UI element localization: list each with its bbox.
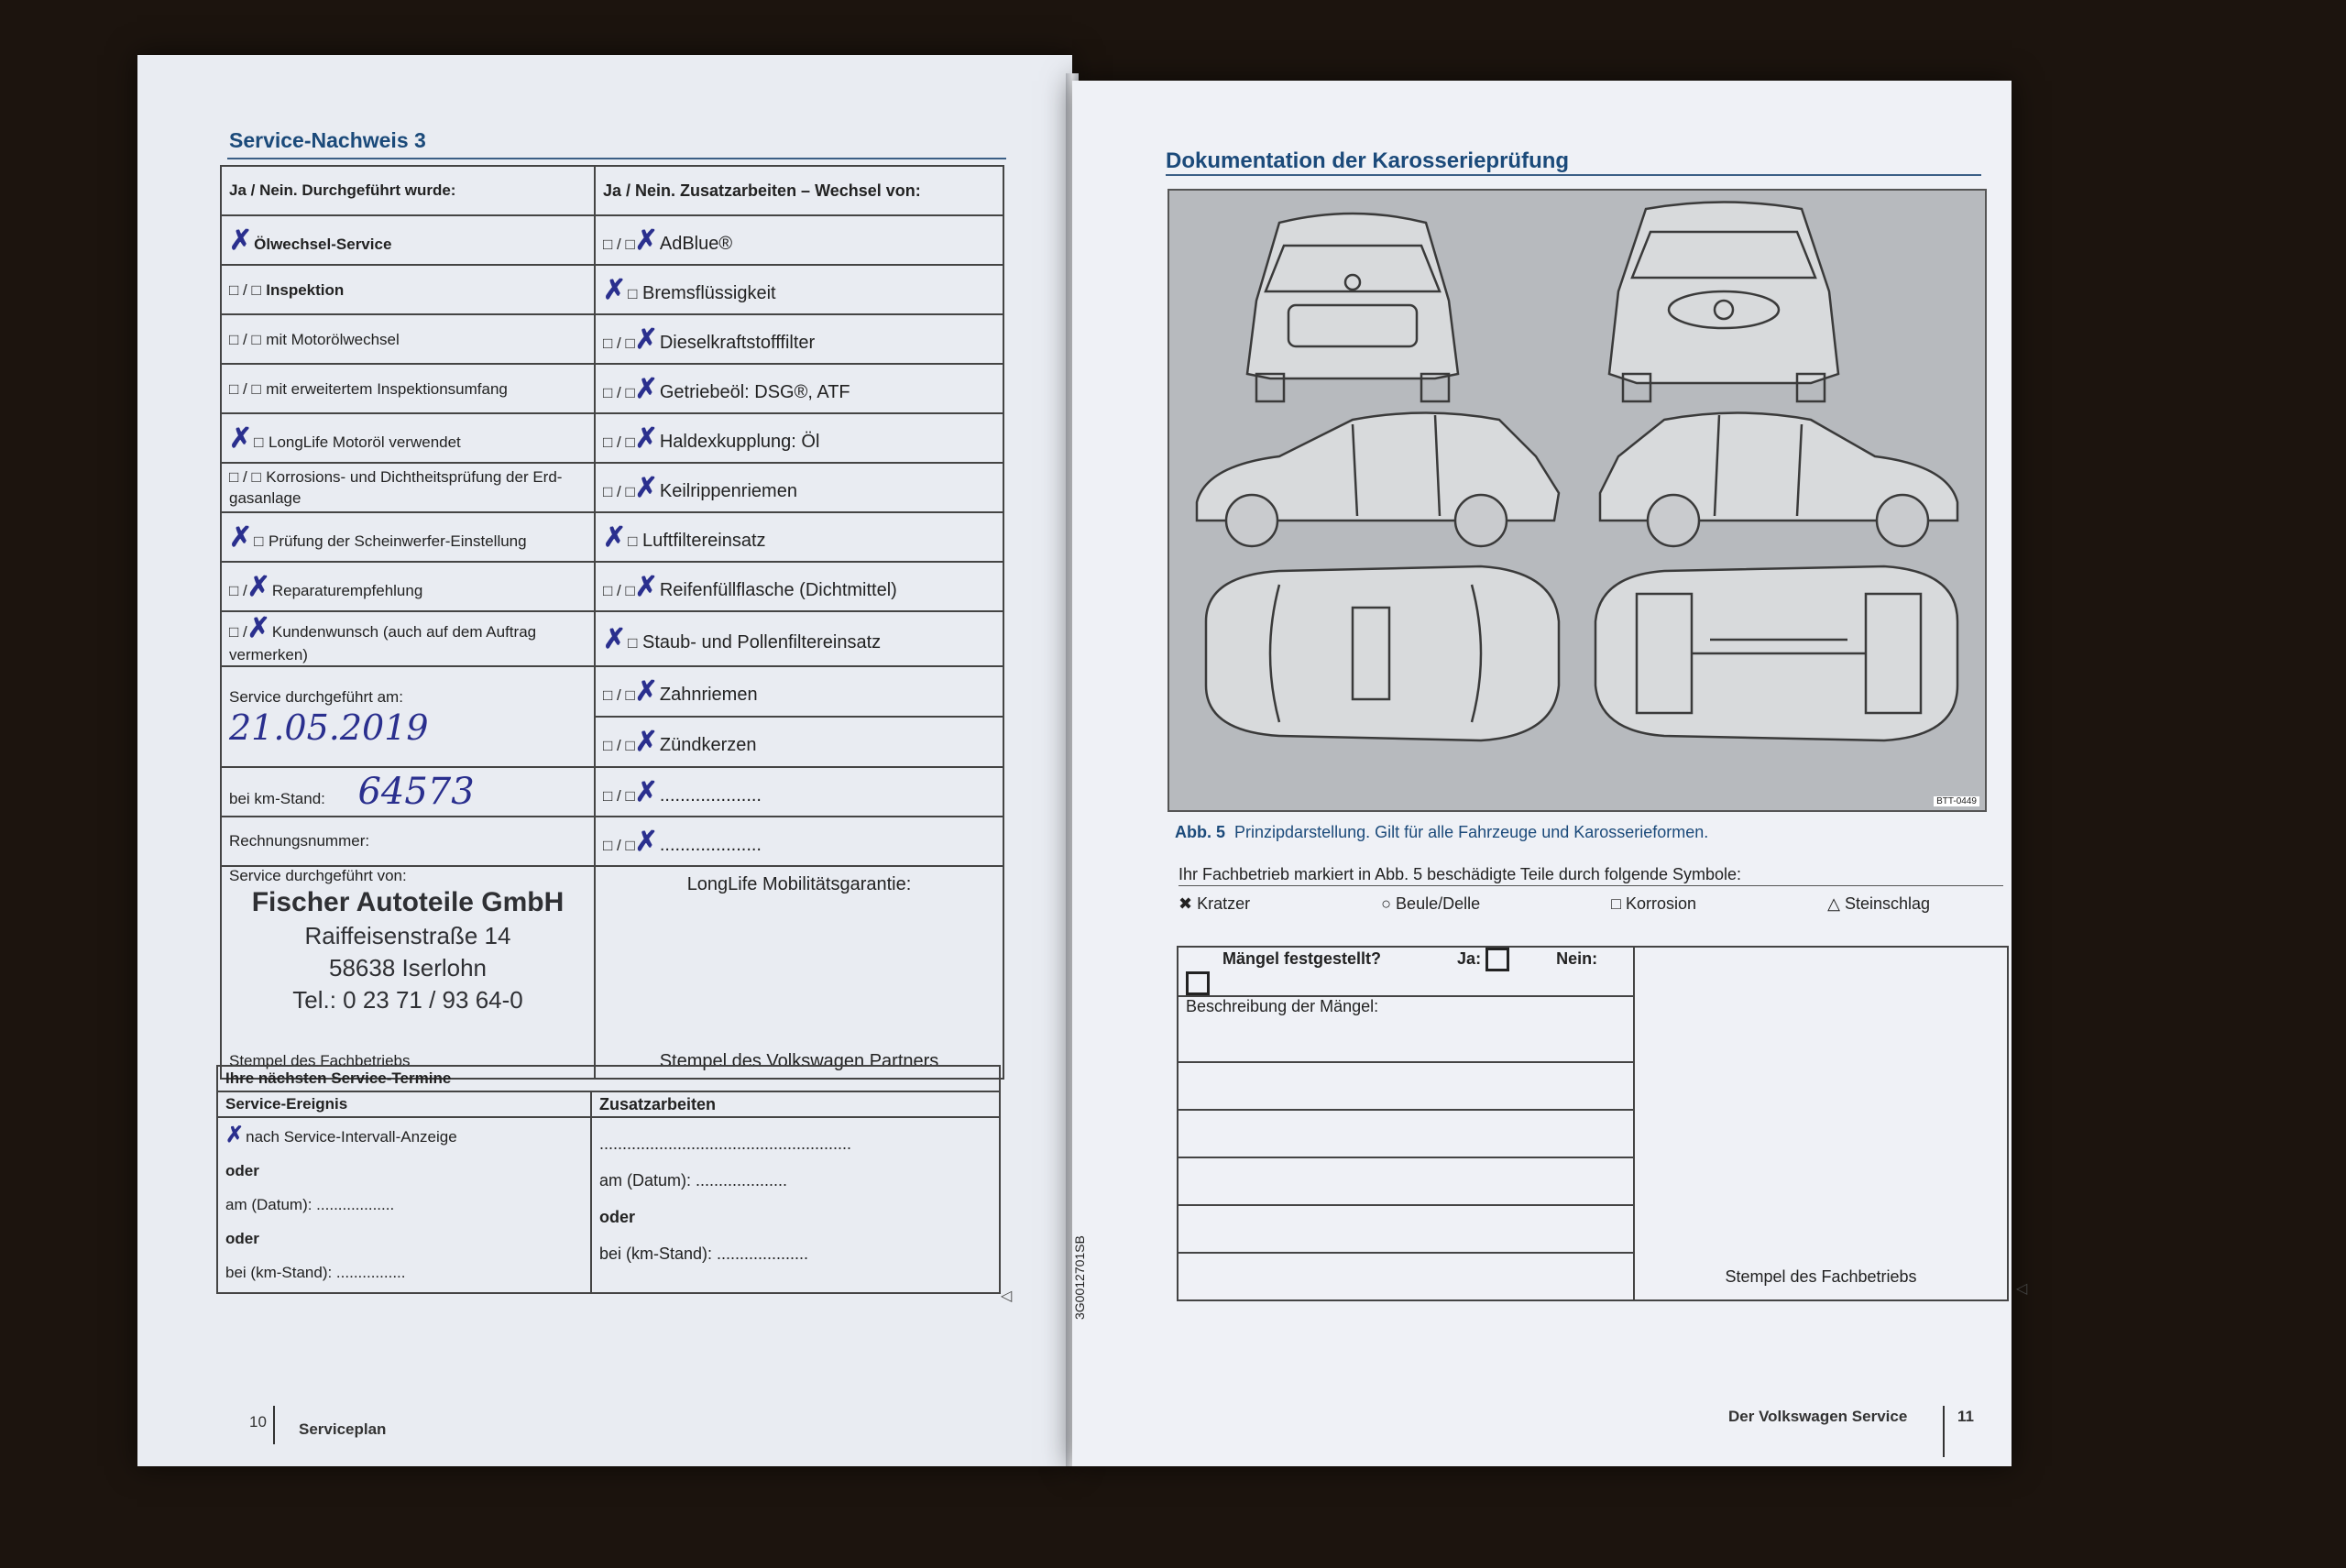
legend-corrosion: □ Korrosion bbox=[1611, 894, 1697, 913]
col1-row: ✗ □ LongLife Motoröl verwendet bbox=[221, 413, 595, 463]
car-top-view-icon bbox=[1206, 566, 1559, 740]
col2-row: □ / □✗ Keilrippenriemen bbox=[595, 463, 1003, 512]
left-page-number: 10 bbox=[249, 1413, 267, 1431]
defects-stamp-cell: Stempel des Fachbetriebs bbox=[1634, 947, 2008, 1300]
title-rule bbox=[227, 158, 1006, 159]
col2-row: □ / □✗ .................... bbox=[595, 767, 1003, 817]
col1-row: □ / □ Korrosions- und Dichtheitsprüfung der Erd- gasanlage bbox=[221, 463, 595, 512]
next-extra-cell: ....................................................... am (Datum): .................... oder bei (km-Stand): .................... bbox=[591, 1117, 1000, 1293]
left-footer-label: Serviceplan bbox=[299, 1420, 387, 1438]
col2-row: □ / □✗ .................... bbox=[595, 817, 1003, 866]
car-outline-drawings bbox=[1169, 191, 1985, 810]
legend-stone-chip: △ Steinschlag bbox=[1827, 894, 1930, 913]
defects-yes-checkbox[interactable] bbox=[1485, 948, 1509, 971]
next-event-header: Service-Ereignis bbox=[217, 1091, 591, 1117]
col2-row: □ / □✗ Getriebeöl: DSG®, ATF bbox=[595, 364, 1003, 413]
car-side-view-left-icon bbox=[1197, 413, 1559, 547]
dealer-stamp-cell: Service durchgeführt von: Fischer Autoteile GmbH Raiffeisenstraße 14 58638 Iserlohn Tel.: 0 23 71 / 93 64-0 Stempel des Fachbetriebs bbox=[221, 866, 595, 1079]
defects-no-checkbox[interactable] bbox=[1186, 971, 1210, 995]
defects-line bbox=[1178, 1062, 1634, 1110]
figure-caption: Abb. 5 Prinzipdarstellung. Gilt für alle Fahrzeuge und Karosserieformen. bbox=[1175, 823, 1709, 841]
car-side-view-right-icon bbox=[1600, 413, 1957, 547]
col2-row: □ / □✗ Haldexkupplung: Öl bbox=[595, 413, 1003, 463]
col1-row: □ /✗ Reparaturempfehlung bbox=[221, 562, 595, 611]
stamp-label: Stempel des Fachbetriebs bbox=[229, 1052, 411, 1069]
partner-stamp-label: Stempel des Volkswagen Partners bbox=[659, 1051, 939, 1071]
next-event-cell: ✗ nach Service-Intervall-Anzeige oder am (Datum): .................. oder bei (km-Stand): ................ bbox=[217, 1117, 591, 1293]
defects-table bbox=[1177, 946, 2009, 1301]
defects-description-cell: Beschreibung der Mängel: bbox=[1178, 996, 1634, 1062]
longlife-label: LongLife Mobilitätsgarantie: bbox=[686, 874, 912, 894]
col2-row: ✗ □ Staub- und Pollenfiltereinsatz bbox=[595, 611, 1003, 666]
defects-line bbox=[1178, 1205, 1634, 1253]
col2-row: □ / □✗ Zahnriemen bbox=[595, 666, 1003, 717]
defects-line bbox=[1178, 1253, 1634, 1300]
col1-row: □ / □ mit erweitertem Inspektionsumfang bbox=[221, 364, 595, 413]
col2-row: □ / □✗ Reifenfüllflasche (Dichtmittel) bbox=[595, 562, 1003, 611]
car-underbody-view-icon bbox=[1595, 566, 1957, 740]
col1-header: Ja / Nein. Durchgeführt wurde: bbox=[221, 166, 595, 215]
next-extra-header: Zusatzarbeiten bbox=[591, 1091, 1000, 1117]
col2-row: □ / □✗ Dieselkraftstofffilter bbox=[595, 314, 1003, 364]
partner-stamp-cell bbox=[595, 866, 1003, 1079]
footer-divider bbox=[273, 1406, 275, 1444]
km-value: 64573 bbox=[357, 771, 475, 813]
legend-dent: ○ Beule/Delle bbox=[1381, 894, 1481, 913]
footer-divider bbox=[1943, 1406, 1945, 1457]
dealer-stamp: Fischer Autoteile GmbH Raiffeisenstraße 14 58638 Iserlohn Tel.: 0 23 71 / 93 64-0 bbox=[251, 887, 565, 1014]
circle-icon: ○ bbox=[1381, 894, 1392, 913]
km-cell: bei km-Stand: 64573 bbox=[221, 767, 595, 817]
left-page-title: Service-Nachweis 3 bbox=[229, 128, 426, 152]
col1-row: □ /✗ Kundenwunsch (auch auf dem Auftrag vermerken) bbox=[221, 611, 595, 666]
service-date-value: 21.05.2019 bbox=[229, 707, 429, 748]
next-service-title: Ihre nächsten Service-Termine bbox=[217, 1066, 1000, 1091]
car-rear-view-icon bbox=[1247, 214, 1458, 401]
triangle-icon: △ bbox=[1827, 894, 1840, 913]
symbol-instruction: Ihr Fachbetrieb markiert in Abb. 5 beschädigte Teile durch folgende Symbole: bbox=[1178, 865, 1742, 883]
invoice-cell: Rechnungsnummer: bbox=[221, 817, 595, 866]
title-rule bbox=[1166, 174, 1981, 176]
col2-row: ✗ □ Bremsflüssigkeit bbox=[595, 265, 1003, 314]
cross-icon: ✖ bbox=[1178, 894, 1193, 913]
col1-row: □ / □ Inspektion bbox=[221, 265, 595, 314]
instruction-rule bbox=[1178, 885, 2003, 886]
continue-arrow-icon: ◁ bbox=[1001, 1288, 1013, 1304]
col1-row: □ / □ mit Motorölwechsel bbox=[221, 314, 595, 364]
car-front-view-icon bbox=[1609, 203, 1838, 402]
col1-row: ✗ □ Prüfung der Scheinwerfer-Einstellung bbox=[221, 512, 595, 562]
col1-row: ✗ Ölwechsel-Service bbox=[221, 215, 595, 265]
figure-id: BTT-0449 bbox=[1934, 796, 1979, 806]
service-date-cell: Service durchgeführt am: 21.05.2019 bbox=[221, 666, 595, 767]
defects-line bbox=[1178, 1157, 1634, 1205]
defects-line bbox=[1178, 1110, 1634, 1157]
service-record-table bbox=[220, 165, 1004, 1080]
symbol-legend bbox=[1178, 894, 2003, 914]
col2-row: ✗ □ Luftfiltereinsatz bbox=[595, 512, 1003, 562]
col2-header: Ja / Nein. Zusatzarbeiten – Wechsel von: bbox=[595, 166, 1003, 215]
col2-row: □ / □✗ Zündkerzen bbox=[595, 717, 1003, 767]
car-diagram bbox=[1168, 189, 1987, 812]
check-mark: ✗ bbox=[229, 225, 253, 256]
right-page-title: Dokumentation der Karosserieprüfung bbox=[1166, 148, 1570, 173]
legend-scratch: ✖ Kratzer bbox=[1178, 894, 1251, 913]
document-code: 3G0012701SB bbox=[1072, 1235, 1087, 1320]
defects-question-cell: Mängel festgestellt? Ja: Nein: bbox=[1178, 947, 1634, 996]
continue-arrow-icon: ◁ bbox=[2016, 1281, 2028, 1297]
right-page-number: 11 bbox=[1957, 1408, 1974, 1425]
col2-row: □ / □✗ AdBlue® bbox=[595, 215, 1003, 265]
square-icon: □ bbox=[1611, 894, 1621, 913]
next-service-table bbox=[216, 1065, 1001, 1294]
right-footer-label: Der Volkswagen Service bbox=[1728, 1408, 1908, 1425]
